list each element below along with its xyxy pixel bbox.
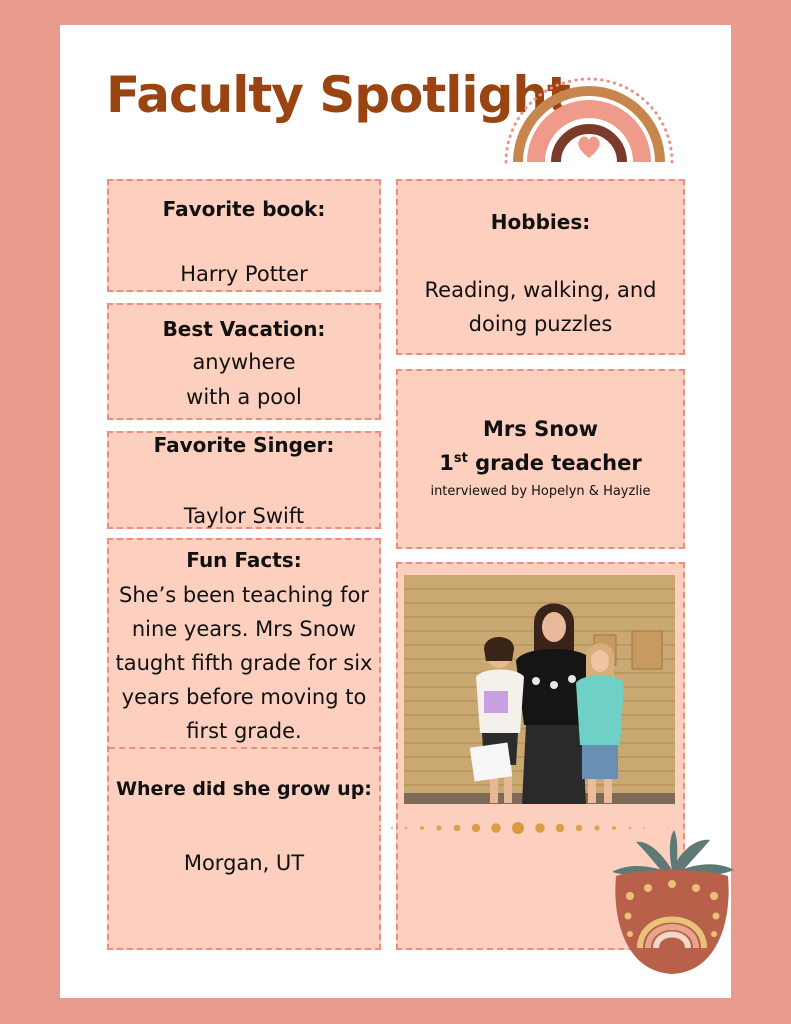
interviewed-by: interviewed by Hopelyn & Hayzlie: [430, 484, 651, 499]
best-vacation-card: [107, 303, 381, 420]
hobbies-line2: doing puzzles: [468, 312, 613, 336]
potted-succulent-icon: [606, 830, 738, 976]
grade-ordinal: st: [453, 451, 468, 466]
favorite-singer-value: Taylor Swift: [183, 504, 305, 528]
favorite-book-value: Harry Potter: [180, 262, 308, 286]
fun-facts-line: first grade.: [186, 719, 302, 743]
hobbies-line1: Reading, walking, and: [424, 278, 657, 302]
teacher-grade: [398, 451, 683, 475]
fun-facts-line: years before moving to: [121, 685, 367, 709]
grade-text: grade teacher: [467, 451, 642, 475]
teacher-students-photo: [404, 575, 675, 804]
grew-up-value: Morgan, UT: [183, 851, 305, 875]
grew-up-label: Where did she grow up:: [116, 778, 372, 800]
teacher-card: [396, 369, 685, 549]
fun-facts-line: She’s been teaching for: [119, 583, 369, 607]
teacher-name: Mrs Snow: [483, 417, 598, 441]
favorite-book-label: Favorite book:: [162, 197, 326, 221]
grade-number: 1: [439, 451, 454, 475]
card-divider: [109, 747, 379, 749]
fun-facts-line: taught fifth grade for six: [115, 651, 373, 675]
page-title: Faculty Spotlight: [106, 66, 570, 124]
hobbies-label: Hobbies:: [490, 210, 591, 234]
favorite-singer-card: [107, 431, 381, 529]
fun-facts-label: Fun Facts:: [186, 548, 302, 572]
best-vacation-line1: anywhere: [192, 350, 296, 374]
rainbow-heart-icon: [496, 40, 682, 166]
favorite-singer-label: Favorite Singer:: [153, 433, 335, 457]
best-vacation-label: Best Vacation:: [162, 317, 326, 341]
fun-facts-card: [107, 538, 381, 950]
favorite-book-card: [107, 179, 381, 292]
best-vacation-line2: with a pool: [186, 385, 302, 409]
fun-facts-line: nine years. Mrs Snow: [131, 617, 357, 641]
hobbies-card: [396, 179, 685, 355]
